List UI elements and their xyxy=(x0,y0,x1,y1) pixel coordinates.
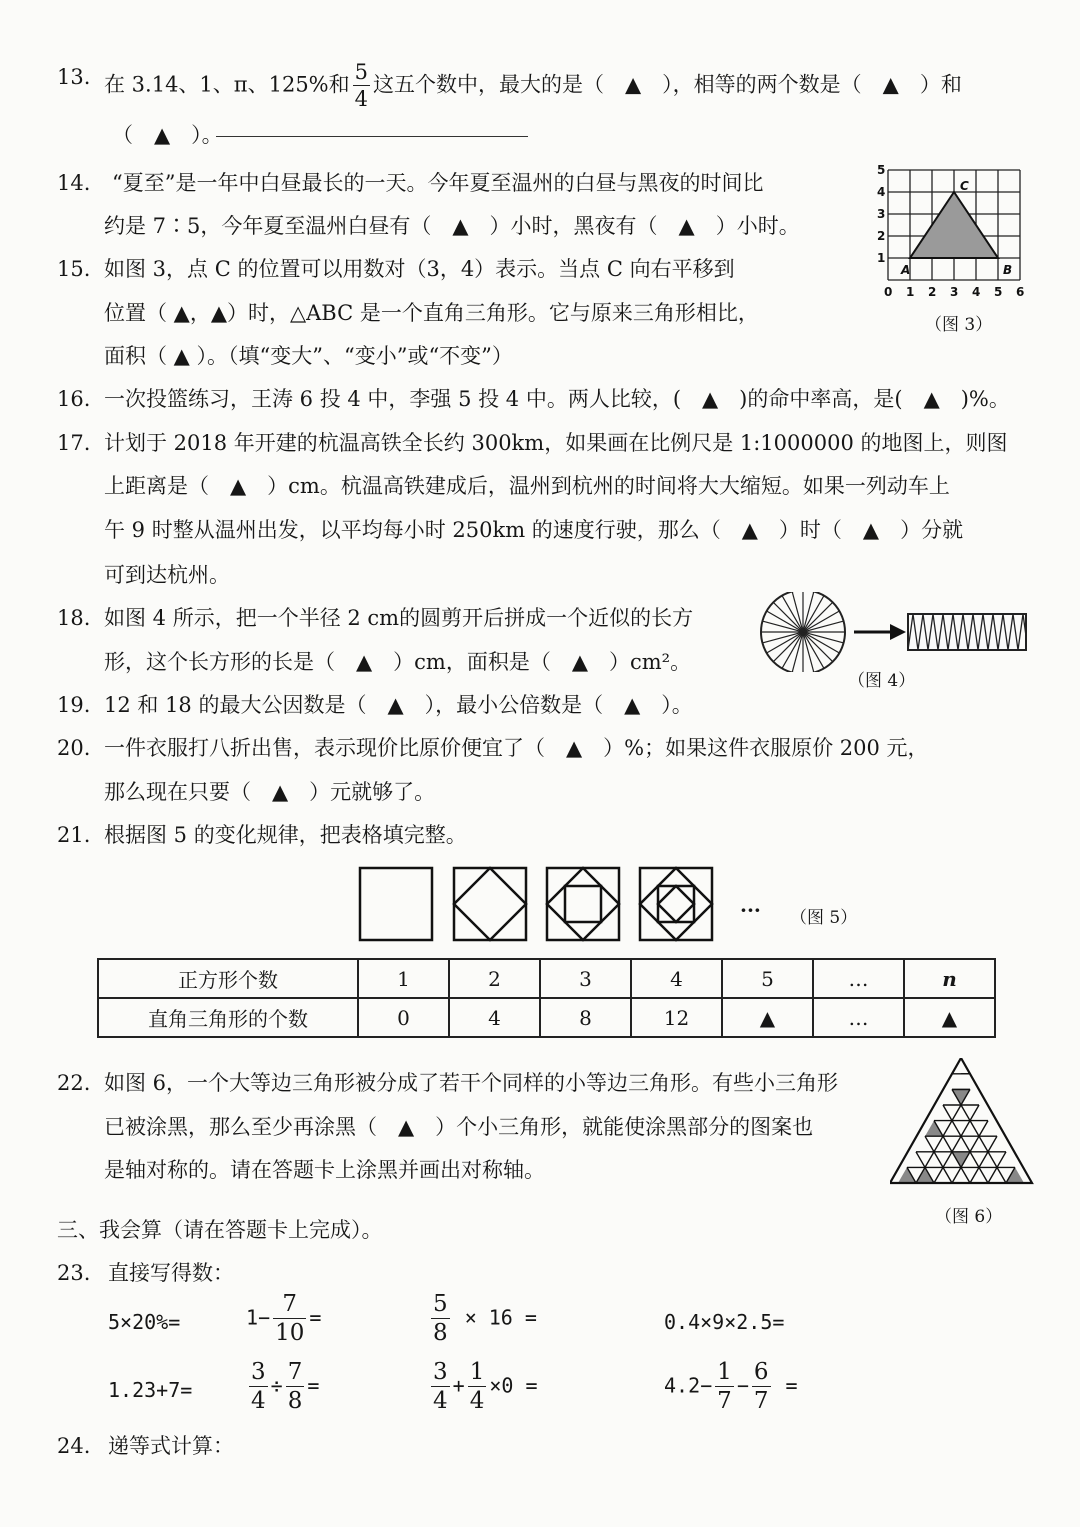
calc-a4: 0.4×9×2.5= xyxy=(664,1310,785,1334)
fig3-y-tick: 3 xyxy=(877,207,886,221)
q17-line1: 计划于 2018 年开建的杭温高铁全长约 300km，如果画在比例尺是 1:1000000 的地图上，则图 xyxy=(104,431,1008,455)
fig3-x-tick: 6 xyxy=(1016,285,1025,299)
q19-line1: 12 和 18 的最大公因数是（ ▲ ），最小公倍数是（ ▲ ）。 xyxy=(104,693,693,717)
triangle-abc xyxy=(910,192,998,258)
fig3-x-tick: 2 xyxy=(928,285,937,299)
q20-number: 20. xyxy=(57,736,91,760)
q16-number: 16. xyxy=(57,387,91,411)
table-cell: … xyxy=(813,959,904,998)
rectangle-sectors xyxy=(908,614,1026,650)
calc-a2: 1− $\frac{7}{10}$ = xyxy=(246,1291,322,1346)
table-cell: 4 xyxy=(449,998,540,1037)
q22-number: 22. xyxy=(57,1071,91,1095)
fig5-caption: （图 5） xyxy=(790,908,858,928)
q21-line1: 根据图 5 的变化规律，把表格填完整。 xyxy=(104,823,467,847)
pattern-table xyxy=(97,958,996,1038)
square-stage-2 xyxy=(454,868,526,940)
fig3-x-tick: 4 xyxy=(972,285,981,299)
table-header-triangles: 直角三角形的个数 xyxy=(98,998,358,1037)
table-cell: 3 xyxy=(540,959,631,998)
fig3-y-tick: 5 xyxy=(877,163,886,177)
section-three-title: 三、我会算（请在答题卡上完成）。 xyxy=(57,1218,383,1242)
q21-number: 21. xyxy=(57,823,91,847)
q13-line2: （ ▲ ）。 xyxy=(112,123,223,147)
point-c-label: C xyxy=(960,179,969,193)
q18-line2: 形，这个长方形的长是（ ▲ ）cm，面积是（ ▲ ）cm²。 xyxy=(104,650,692,674)
figure-4-circle-to-rectangle xyxy=(758,592,1033,672)
q22-line1: 如图 6，一个大等边三角形被分成了若干个同样的小等边三角形。有些小三角形 xyxy=(104,1071,839,1095)
q15-line1: 如图 3，点 C 的位置可以用数对（3，4）表示。当点 C 向右平移到 xyxy=(104,257,735,281)
q24-number: 24. xyxy=(57,1434,91,1458)
calc-b2: $\frac{3}{4}$ ÷ $\frac{7}{8}$ = xyxy=(251,1359,320,1414)
figure-3-grid xyxy=(870,160,1040,335)
q24-title: 递等式计算： xyxy=(108,1434,234,1458)
calc-a3: $\frac{5}{8}$ × 16 = xyxy=(433,1291,537,1346)
calc-b1: 1.23+7= xyxy=(108,1378,193,1402)
fig4-caption: （图 4） xyxy=(848,671,916,691)
square-stage-4 xyxy=(640,868,712,940)
fig5-ellipsis: ··· xyxy=(740,898,761,922)
table-cell: 12 xyxy=(631,998,722,1037)
square-stage-1 xyxy=(360,868,432,940)
calc-b4: 4.2− $\frac{1}{7}$ − $\frac{6}{7}$ = xyxy=(664,1359,798,1414)
square-stage-3 xyxy=(547,868,619,940)
table-row xyxy=(98,998,995,1037)
fig3-x-tick: 1 xyxy=(906,285,915,299)
q22-line3: 是轴对称的。请在答题卡上涂黑并画出对称轴。 xyxy=(104,1158,545,1182)
fig3-caption: （图 3） xyxy=(925,315,993,335)
table-cell: 2 xyxy=(449,959,540,998)
q14-number: 14. xyxy=(57,171,91,195)
q22-line2: 已被涂黑，那么至少再涂黑（ ▲ ）个小三角形，就能使涂黑部分的图案也 xyxy=(104,1115,814,1139)
q20-line2: 那么现在只要（ ▲ ）元就够了。 xyxy=(104,780,436,804)
q13-text xyxy=(104,62,962,110)
q13-pre: 在 3.14、1、π、125%和 xyxy=(104,72,350,97)
table-cell: n xyxy=(904,959,995,998)
arrow-head-icon xyxy=(890,624,906,640)
point-a-label: A xyxy=(901,263,911,277)
table-row xyxy=(98,959,995,998)
q17-line4: 可到达杭州。 xyxy=(104,563,230,587)
q23-title: 直接写得数： xyxy=(108,1261,234,1285)
q13-fraction: $\frac{5}{4}$ xyxy=(354,60,369,111)
fig3-y-tick: 1 xyxy=(877,251,886,265)
q15-line2: 位置（ ▲，▲）时，△ABC 是一个直角三角形。它与原来三角形相比， xyxy=(104,301,759,325)
figure-6-triangle-grid xyxy=(890,1058,1042,1190)
q15-number: 15. xyxy=(57,257,91,281)
q16-line1: 一次投篮练习，王涛 6 投 4 中，李强 5 投 4 中。两人比较，( ▲ )的命中率高，是( ▲ )%。 xyxy=(104,387,1010,411)
q23-number: 23. xyxy=(57,1261,91,1285)
fig3-x-tick: 5 xyxy=(994,285,1003,299)
table-answer-blank: ▲ xyxy=(722,998,813,1037)
fig3-x-tick: 0 xyxy=(884,285,893,299)
table-cell: … xyxy=(813,998,904,1037)
table-cell: 0 xyxy=(358,998,449,1037)
calc-b3: $\frac{3}{4}$ + $\frac{1}{4}$ ×0 = xyxy=(433,1359,538,1414)
fig3-x-tick: 3 xyxy=(950,285,959,299)
q18-line1: 如图 4 所示，把一个半径 2 cm的圆剪开后拼成一个近似的长方 xyxy=(104,606,694,630)
circle-sectors xyxy=(761,592,845,672)
q17-line3: 午 9 时整从温州出发，以平均每小时 250km 的速度行驶，那么（ ▲ ）时（ ▲ ）分就 xyxy=(104,518,964,542)
table-cell: 4 xyxy=(631,959,722,998)
table-cell: 5 xyxy=(722,959,813,998)
q15-line3: 面积（ ▲ ）。（填“变大”、“变小”或“不变”） xyxy=(104,344,513,368)
figure-5-nested-squares xyxy=(355,862,725,946)
fig3-y-tick: 2 xyxy=(877,229,886,243)
q13-post: 这五个数中，最大的是（ ▲ ），相等的两个数是（ ▲ ）和 xyxy=(373,72,962,97)
q20-line1: 一件衣服打八折出售，表示现价比原价便宜了（ ▲ ）%；如果这件衣服原价 200 元， xyxy=(104,736,929,760)
point-b-label: B xyxy=(1003,263,1013,277)
table-cell: 8 xyxy=(540,998,631,1037)
table-cell: 1 xyxy=(358,959,449,998)
table-header-squares: 正方形个数 xyxy=(98,959,358,998)
table-answer-blank: ▲ xyxy=(904,998,995,1037)
q17-line2: 上距离是（ ▲ ）cm。杭温高铁建成后，温州到杭州的时间将大大缩短。如果一列动车上 xyxy=(104,474,950,498)
fig3-y-tick: 4 xyxy=(877,185,886,199)
q13-number: 13. xyxy=(57,65,91,89)
q17-number: 17. xyxy=(57,431,91,455)
q14-line1: “夏至”是一年中白昼最长的一天。今年夏至温州的白昼与黑夜的时间比 xyxy=(112,171,764,195)
calc-a1: 5×20%= xyxy=(108,1310,181,1334)
q19-number: 19. xyxy=(57,693,91,717)
fig6-caption: （图 6） xyxy=(935,1207,1003,1227)
answer-underline xyxy=(216,136,528,137)
q18-number: 18. xyxy=(57,606,91,630)
q14-line2: 约是 7∶5，今年夏至温州白昼有（ ▲ ）小时，黑夜有（ ▲ ）小时。 xyxy=(104,214,800,238)
